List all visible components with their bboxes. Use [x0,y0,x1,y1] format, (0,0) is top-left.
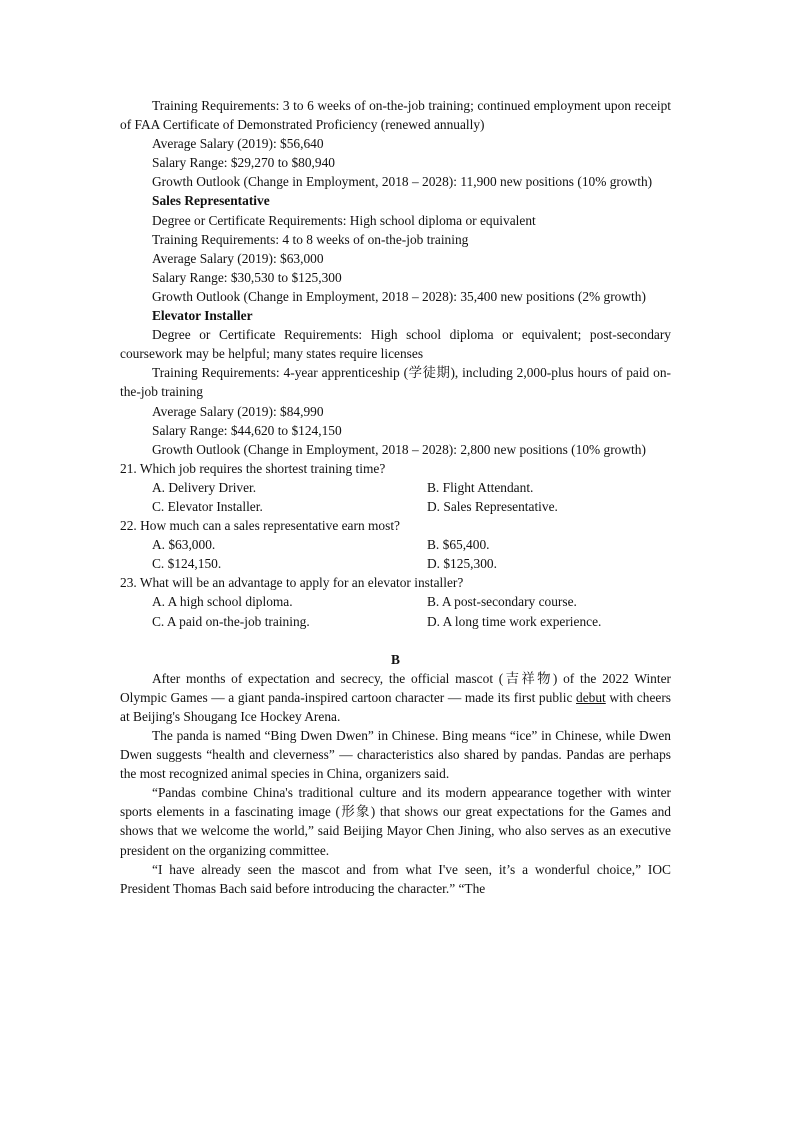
option-b: B. Flight Attendant. [427,479,534,495]
question-stem: 23. What will be an advantage to apply for an elevator installer? [120,575,464,591]
option-d: D. A long time work experience. [427,613,602,629]
option-a: A. A high school diploma. [152,594,293,610]
flight-attendant-growth: Growth Outlook (Change in Employment, 2018 – 2028): 11,900 new positions (10% growth) [152,174,653,190]
job-title-elevator-installer: Elevator Installer [152,308,253,324]
flight-attendant-range: Salary Range: $29,270 to $80,940 [152,155,335,171]
passage-paragraph [120,669,671,726]
elevator-training: Training Requirements: 4-year apprenticeship (学徒期), including 2,000-plus hours of paid on-the-job training [120,365,671,400]
question-stem: 21. Which job requires the shortest training time? [120,460,386,476]
question-21 [120,459,671,516]
elevator-growth: Growth Outlook (Change in Employment, 2018 – 2028): 2,800 new positions (10% growth) [152,441,646,457]
answer-options [120,535,671,573]
option-a: A. Delivery Driver. [152,479,257,495]
option-b: B. A post-secondary course. [427,594,577,610]
sales-range: Salary Range: $30,530 to $125,300 [152,269,342,285]
document-page [120,96,671,898]
option-d: D. $125,300. [427,556,497,572]
question-stem: 22. How much can a sales representative earn most? [120,518,400,534]
underlined-word: debut [576,689,606,705]
elevator-degree: Degree or Certificate Requirements: High school diploma or equivalent; post-secondary coursework may be helpful; many states require licenses [120,327,671,362]
elevator-salary: Average Salary (2019): $84,990 [152,403,324,419]
option-c: C. $124,150. [152,556,222,572]
passage-paragraph: “Pandas combine China's traditional culture and its modern appearance together with winter sports elements in a fascinating image (形象) that shows our great expectations for the Games and shows that we welcome the world,” said Beijing Mayor Chen Jining, who also serves as an executive president on the organizing committee. [120,785,671,858]
question-23 [120,573,671,630]
sales-salary: Average Salary (2019): $63,000 [152,250,324,266]
answer-options [120,478,671,516]
sales-growth: Growth Outlook (Change in Employment, 2018 – 2028): 35,400 new positions (2% growth) [152,288,646,304]
option-c: C. A paid on-the-job training. [152,613,310,629]
passage-paragraph: The panda is named “Bing Dwen Dwen” in Chinese. Bing means “ice” in Chinese, while Dwen Dwen suggests “health and cleverness” — characteristics also shared by pandas. Pandas are perhaps the most recognized animal species in China, organizers said. [120,728,671,782]
elevator-range: Salary Range: $44,620 to $124,150 [152,422,342,438]
section-heading-b: B [391,651,400,667]
passage-paragraph: “I have already seen the mascot and from what I've seen, it’s a wonderful choice,” IOC President Thomas Bach said before introducing the character.” “The [120,861,671,896]
question-22 [120,516,671,573]
flight-attendant-training: Training Requirements: 3 to 6 weeks of on-the-job training; continued employment upon receipt of FAA Certificate of Demonstrated Proficiency (renewed annually) [120,98,671,133]
option-c: C. Elevator Installer. [152,498,263,514]
option-b: B. $65,400. [427,537,490,553]
answer-options [120,592,671,630]
sales-degree: Degree or Certificate Requirements: High school diploma or equivalent [152,212,536,228]
option-a: A. $63,000. [152,537,216,553]
flight-attendant-salary: Average Salary (2019): $56,640 [152,136,324,152]
option-d: D. Sales Representative. [427,498,558,514]
paragraph-text: After months of expectation and secrecy, the official mascot (吉祥物) of the 2022 Winter Olympic Games — a giant panda-inspired cartoon character — made its first public [120,670,671,705]
job-title-sales-representative: Sales Representative [152,193,270,209]
sales-training: Training Requirements: 4 to 8 weeks of on-the-job training [152,231,469,247]
paragraph-text: with cheers at Beijing's Shougang Ice Hockey Arena. [120,689,671,724]
